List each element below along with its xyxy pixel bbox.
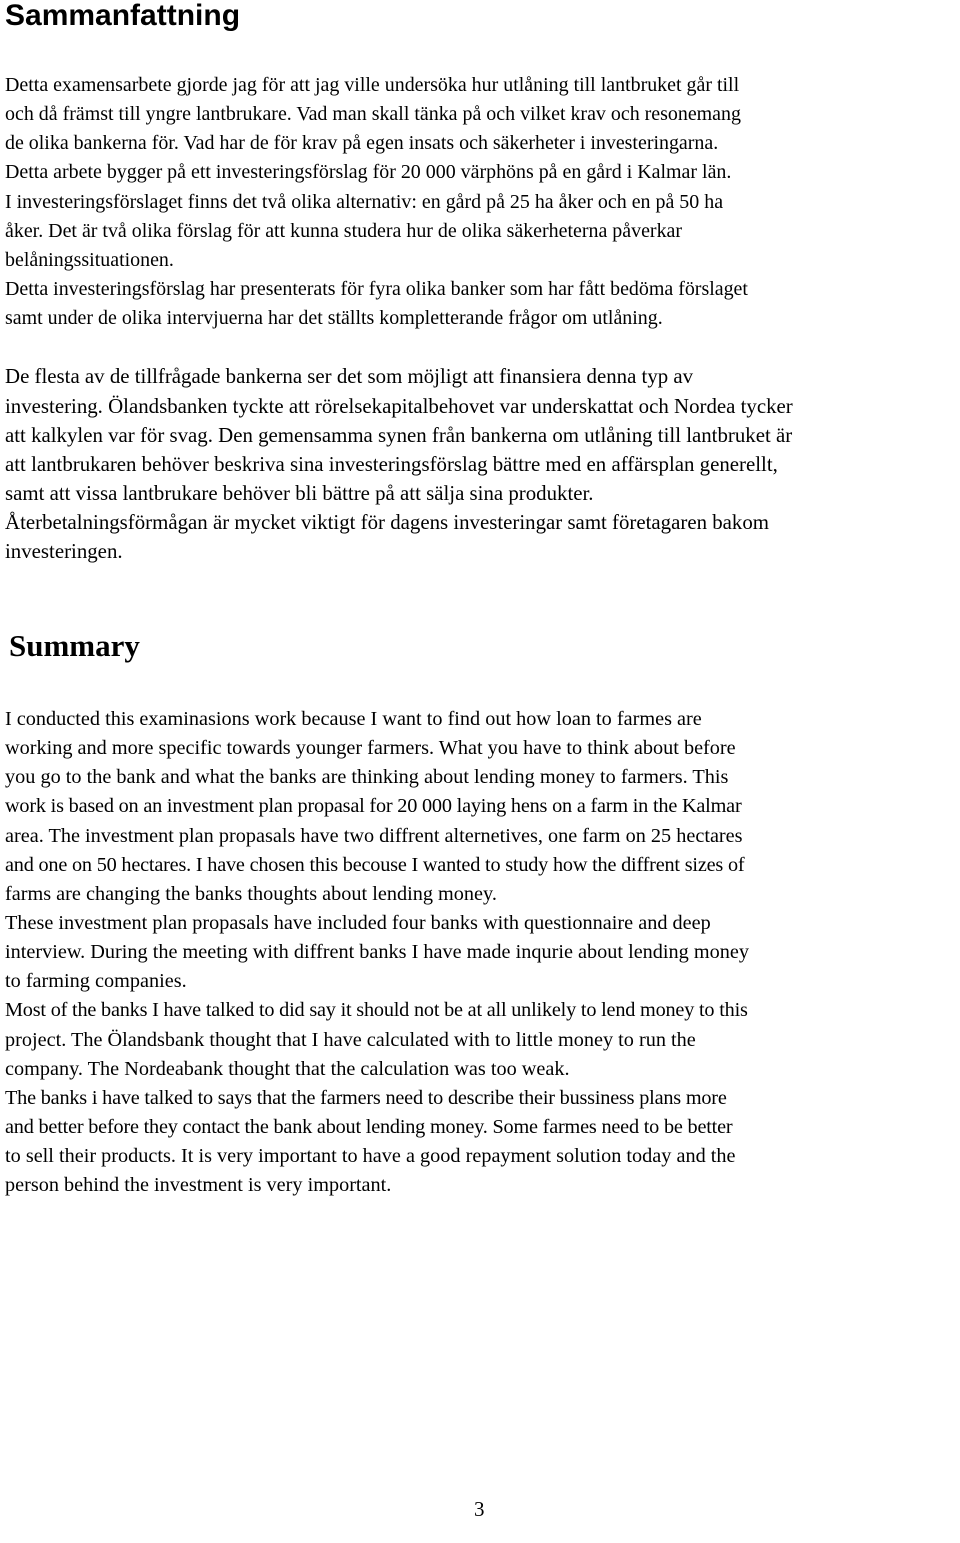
text-line: person behind the investment is very important. [5, 1174, 392, 1197]
text-line: Most of the banks I have talked to did say it should not be at all unlikely to lend money to this [5, 999, 748, 1022]
english-heading: Summary [9, 628, 140, 663]
swedish-heading: Sammanfattning [5, 0, 241, 32]
text-line: project. The Ölandsbank thought that I have calculated with to little money to run the [5, 1028, 696, 1051]
text-line: investering. Ölandsbanken tyckte att rörelsekapitalbehovet var underskattat och Nordea tycker [5, 393, 793, 418]
text-line: and better before they contact the bank about lending money. Some farmes need to be better [5, 1115, 733, 1138]
english-summary-text [5, 705, 960, 1200]
text-line: åker. Det är två olika förslag för att kunna studera hur de olika säkerheterna påverkar [5, 219, 683, 242]
text-line: company. The Nordeabank thought that the calculation was too weak. [5, 1057, 570, 1080]
text-line: to farming companies. [5, 970, 187, 993]
text-line: samt under de olika intervjuerna har det ställts kompletterande frågor om utlåning. [5, 307, 663, 330]
text-line: och då främst till yngre lantbrukare. Vad man skall tänka på och vilket krav och resonemang [5, 103, 741, 126]
text-line: work is based on an investment plan propasal for 20 000 laying hens on a farm in the Kalmar [5, 795, 742, 818]
text-line: to sell their products. It is very important to have a good repayment solution today and the [5, 1145, 736, 1168]
text-line: belåningssituationen. [5, 248, 174, 271]
text-line: att lantbrukaren behöver beskriva sina investeringsförslag bättre med en affärsplan generellt, [5, 451, 778, 476]
text-line: de olika bankerna för. Vad har de för krav på egen insats och säkerheter i investeringarna. [5, 132, 719, 155]
page-number: 3 [474, 1497, 485, 1521]
text-line: investeringen. [5, 539, 123, 564]
text-line: I conducted this examinasions work because I want to find out how loan to farmes are [5, 708, 702, 730]
text-line: att kalkylen var för svag. Den gemensamma synen från bankerna om utlåning till lantbruket är [5, 422, 793, 447]
text-line: and one on 50 hectares. I have chosen this becouse I wanted to study how the diffrent sizes of [5, 853, 745, 876]
text-line: farms are changing the banks thoughts about lending money. [5, 882, 497, 905]
text-line: you go to the bank and what the banks are thinking about lending money to farmers. This [5, 766, 729, 789]
text-line: De flesta av de tillfrågade bankerna ser det som möjligt att finansiera denna typ av [5, 364, 694, 389]
text-line: Återbetalningsförmågan är mycket viktigt för dagens investeringar samt företagaren bakom [5, 510, 769, 535]
blank-line [5, 333, 960, 362]
text-line: Detta examensarbete gjorde jag för att jag ville undersöka hur utlåning till lantbruket går till [5, 74, 740, 96]
text-line: These investment plan propasals have included four banks with questionnaire and deep [5, 911, 711, 934]
text-line: interview. During the meeting with diffrent banks I have made inqurie about lending money [5, 941, 749, 964]
text-line: working and more specific towards younger farmers. What you have to think about before [5, 737, 736, 760]
text-line: area. The investment plan propasals have two diffrent alternetives, one farm on 25 hectares [5, 824, 743, 847]
text-line: The banks i have talked to says that the farmers need to describe their bussiness plans more [5, 1086, 727, 1109]
text-line: Detta investeringsförslag har presenterats för fyra olika banker som har fått bedöma förslaget [5, 277, 748, 300]
text-line: I investeringsförslaget finns det två olika alternativ: en gård på 25 ha åker och en på 50 ha [5, 190, 724, 213]
swedish-summary-text [5, 71, 960, 566]
text-line: Detta arbete bygger på ett investeringsförslag för 20 000 värphöns på en gård i Kalmar län. [5, 161, 732, 184]
text-line: samt att vissa lantbrukare behöver bli bättre på att sälja sina produkter. [5, 480, 594, 505]
